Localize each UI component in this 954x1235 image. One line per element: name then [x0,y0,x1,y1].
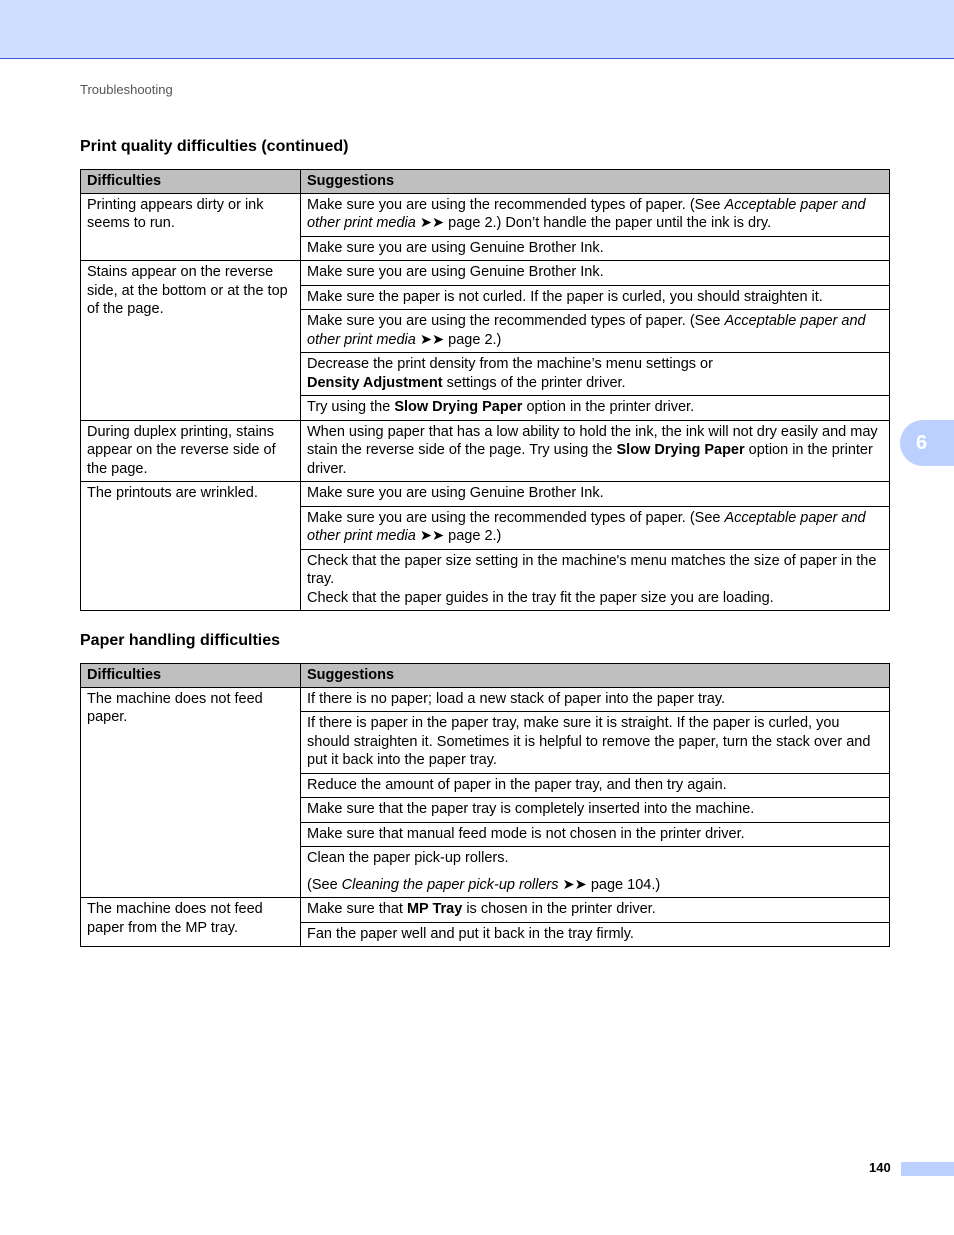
difficulty-cell: The machine does not feed paper from the MP tray. [81,898,301,947]
suggestion-cell: Decrease the print density from the machine’s menu settings or Density Adjustment settings of the printer driver. [301,353,890,396]
suggestion-cell: Make sure you are using the recommended types of paper. (See Acceptable paper and other print media ➤➤ page 2.) [301,310,890,353]
top-header-band [0,0,954,59]
difficulty-cell: Printing appears dirty or ink seems to run. [81,193,301,261]
table-header-row [81,170,890,194]
suggestion-cell: Make sure the paper is not curled. If the paper is curled, you should straighten it. [301,285,890,310]
section-title-print-quality: Print quality difficulties (continued) [80,138,349,155]
chapter-tab [900,420,954,466]
double-arrow-icon: ➤➤ [415,331,449,348]
difficulty-cell: The machine does not feed paper. [81,687,301,898]
suggestion-cell: Fan the paper well and put it back in the tray firmly. [301,922,890,947]
double-arrow-icon: ➤➤ [415,528,449,544]
suggestion-cell: If there is no paper; load a new stack of paper into the paper tray. [301,687,890,712]
suggestion-cell: Make sure that MP Tray is chosen in the printer driver. [301,898,890,923]
print-quality-table [80,169,890,611]
difficulty-cell: During duplex printing, stains appear on the reverse side of the page. [81,420,301,482]
suggestion-cell: Make sure that the paper tray is completely inserted into the machine. [301,798,890,823]
page-number: 140 [869,1160,891,1175]
suggestion-cell: When using paper that has a low ability to hold the ink, the ink will not dry easily and may stain the reverse side of the page. Try using the Slow Drying Paper option in the printer driver. [301,420,890,482]
suggestion-cell: Make sure you are using Genuine Brother Ink. [301,261,890,286]
column-header-difficulties: Difficulties [81,170,301,194]
column-header-suggestions: Suggestions [301,170,890,194]
suggestion-cell: Make sure that manual feed mode is not chosen in the printer driver. [301,822,890,847]
double-arrow-icon: ➤➤ [415,215,449,231]
section-title-paper-handling: Paper handling difficulties [80,632,281,649]
suggestion-cell: If there is paper in the paper tray, make sure it is straight. If the paper is curled, you should straighten it. Sometimes it is helpful to remove the paper, turn the stack over and put it back into the paper tray. [301,712,890,774]
page-number-bar [901,1162,954,1176]
suggestion-cell: Make sure you are using Genuine Brother Ink. [301,482,890,507]
table-row [81,261,890,286]
table-row [81,687,890,712]
suggestion-cell: Reduce the amount of paper in the paper tray, and then try again. [301,773,890,798]
table-row [81,420,890,482]
double-arrow-icon: ➤➤ [558,876,591,893]
difficulty-cell: Stains appear on the reverse side, at the bottom or at the top of the page. [81,261,301,421]
suggestion-cell: Make sure you are using the recommended types of paper. (See Acceptable paper and other print media ➤➤ page 2.) [301,506,890,549]
suggestion-cell: Make sure you are using the recommended types of paper. (See Acceptable paper and other print media ➤➤ page 2.) Don’t handle the paper until the ink is dry. [301,193,890,236]
suggestion-cell: Try using the Slow Drying Paper option in the printer driver. [301,396,890,421]
running-head: Troubleshooting [80,82,173,97]
chapter-number: 6 [916,431,928,454]
suggestion-cell: Clean the paper pick-up rollers. (See Cleaning the paper pick-up rollers ➤➤ page 104.) [301,847,890,898]
suggestion-cell: Check that the paper size setting in the machine's menu matches the size of paper in the tray. Check that the paper guides in the tray fit the paper size you are loading. [301,549,890,611]
table-row [81,898,890,923]
paper-handling-table [80,663,890,947]
difficulty-cell: The printouts are wrinkled. [81,482,301,611]
suggestion-cell: Make sure you are using Genuine Brother Ink. [301,236,890,261]
table-row [81,193,890,236]
column-header-difficulties: Difficulties [81,664,301,688]
column-header-suggestions: Suggestions [301,664,890,688]
table-header-row [81,664,890,688]
table-row [81,482,890,507]
